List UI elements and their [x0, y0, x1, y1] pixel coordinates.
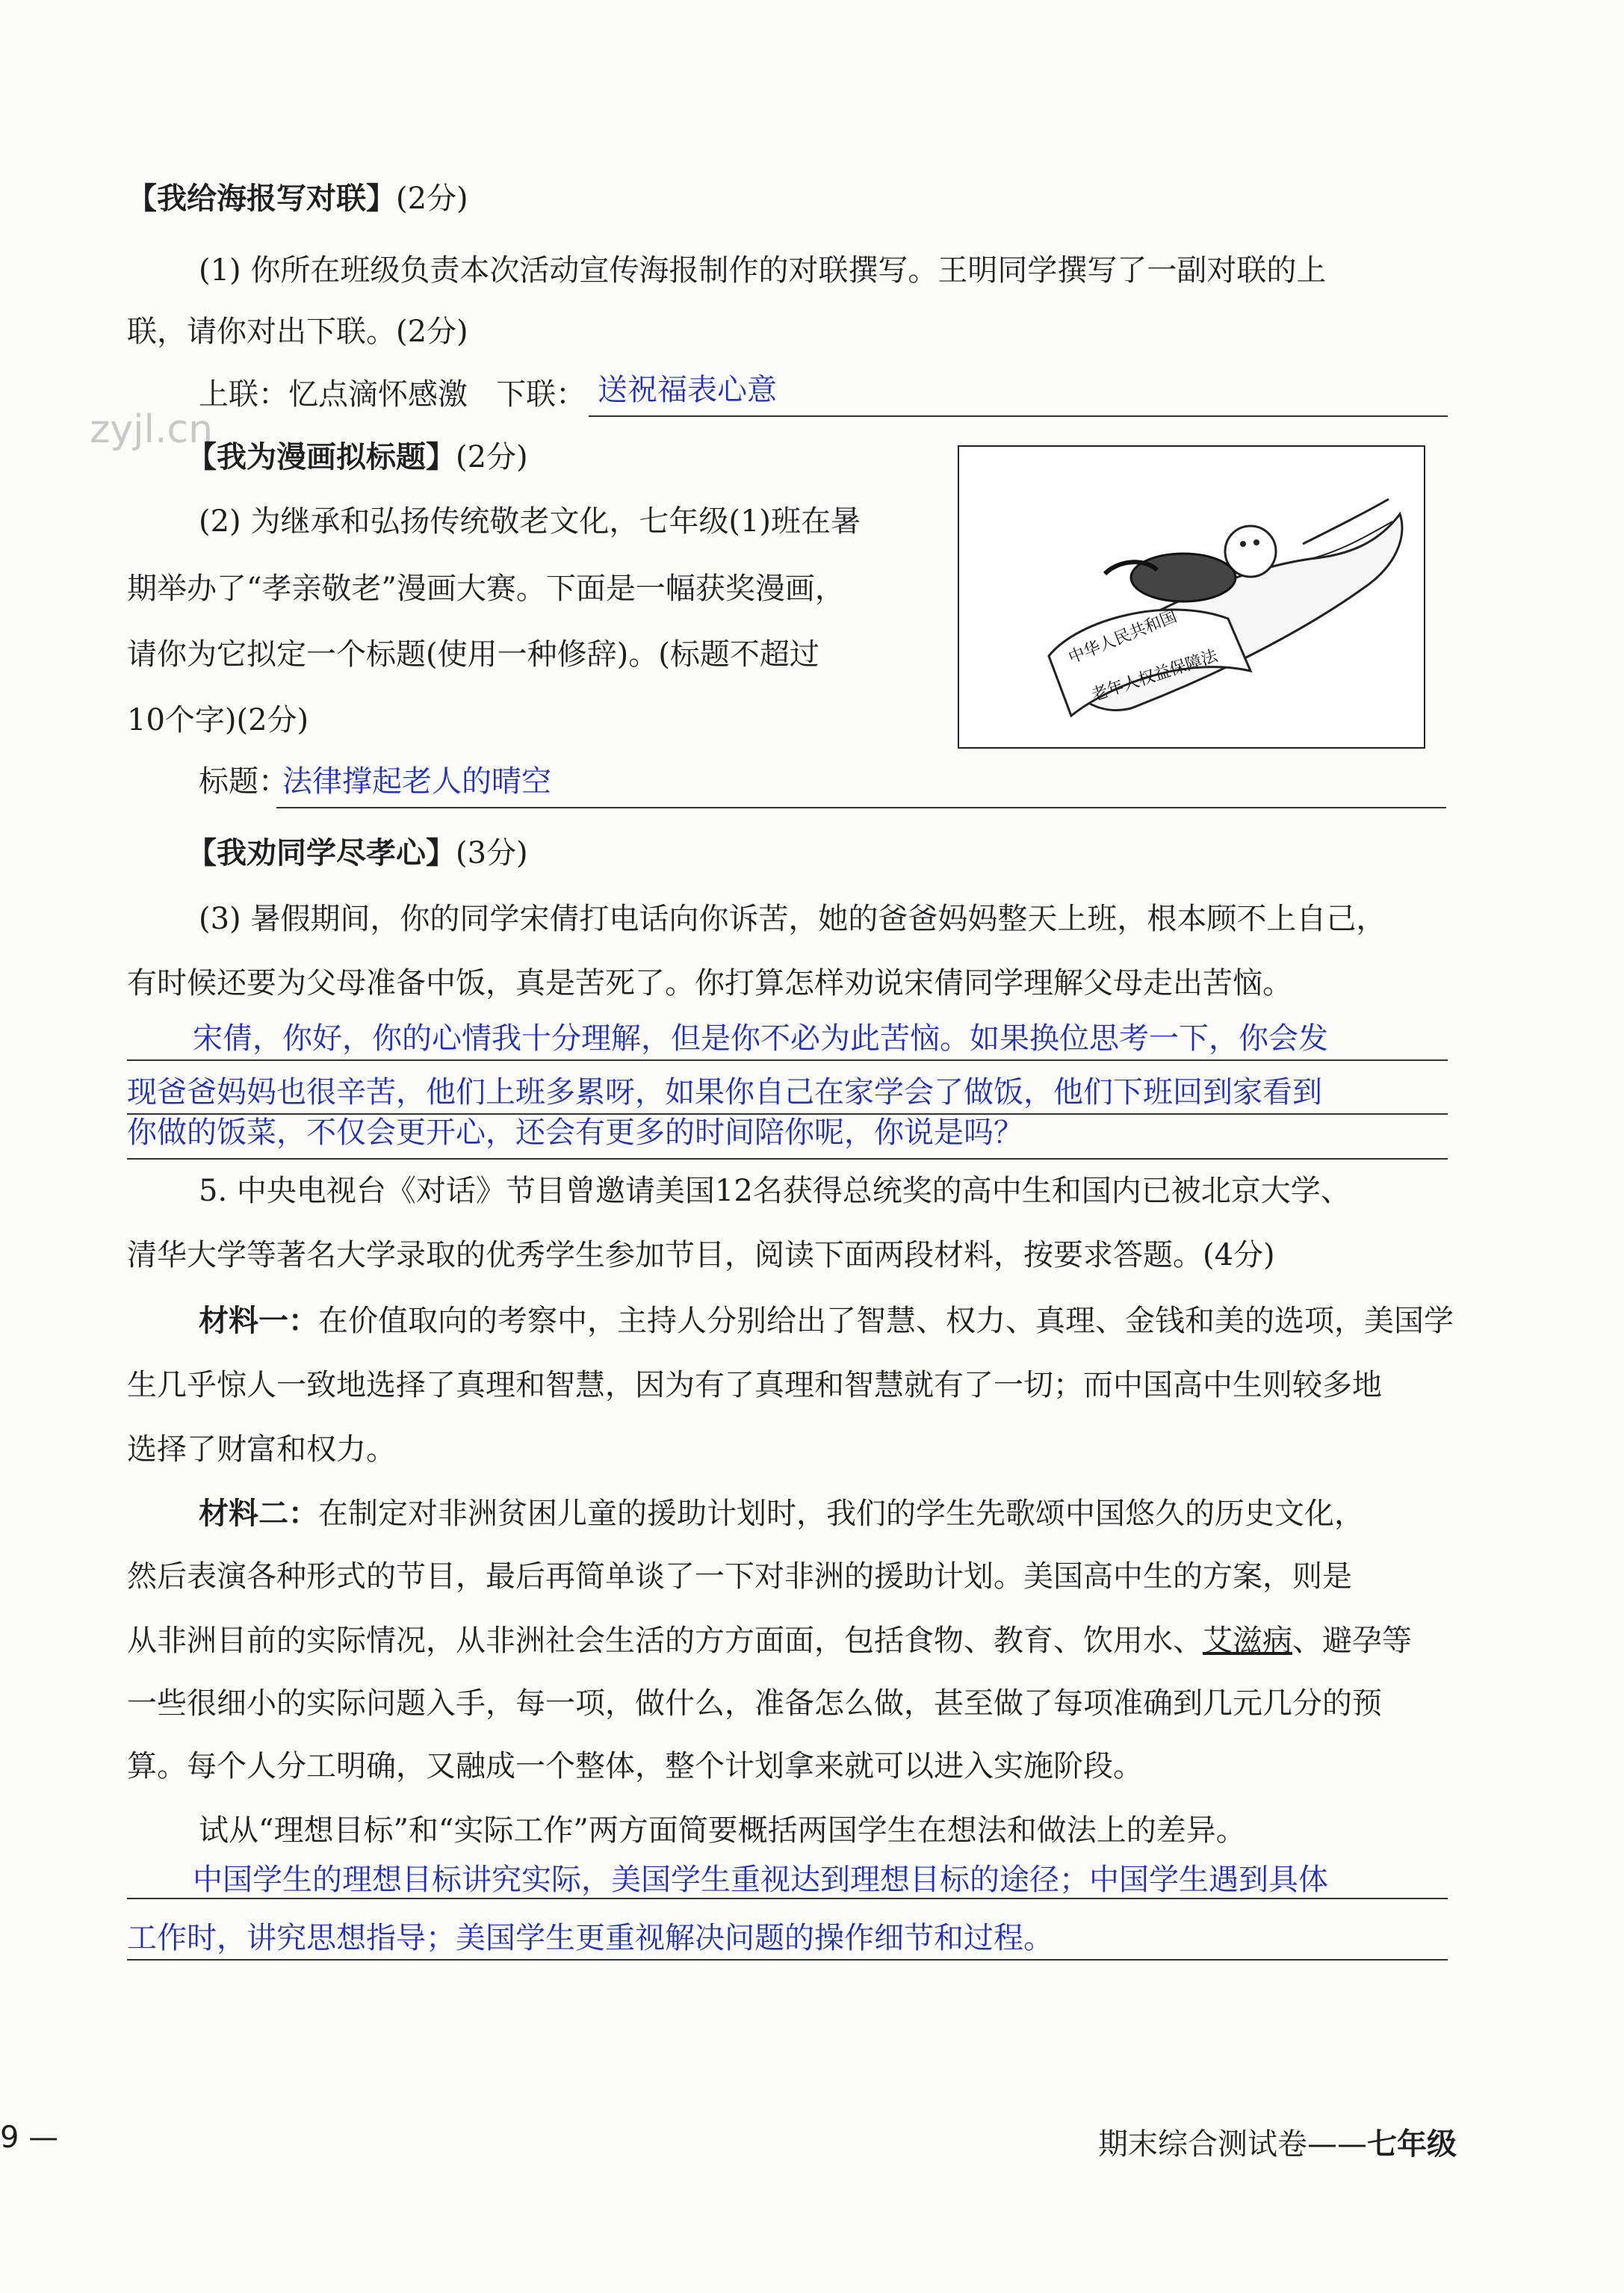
persuade-answer-line-1 — [127, 1059, 1448, 1061]
persuade-answer-2: 现爸爸妈妈也很辛苦，他们上班多累呀，如果你自己在家学会了做饭，他们下班回到家看到 — [127, 1075, 1322, 1110]
q5-material2-line2: 然后表演各种形式的节目，最后再简单谈了一下对非洲的援助计划。美国高中生的方案，则是 — [127, 1559, 1352, 1594]
footer-grade: 七年级 — [1367, 2127, 1457, 2162]
cartoon-text-2: 老年人权益保障法 — [1089, 646, 1221, 705]
cartoon-answer-line — [276, 807, 1446, 808]
q5-answer-line-2 — [127, 1959, 1448, 1961]
persuade-score: (3分) — [456, 836, 528, 870]
persuade-heading — [187, 832, 1524, 874]
cartoon-question-line2: 期举办了“孝亲敬老”漫画大赛。下面是一幅获奖漫画， — [127, 572, 845, 606]
q5-question: 试从“理想目标”和“实际工作”两方面简要概括两国学生在想法和做法上的差异。 — [199, 1813, 1246, 1848]
q5-answer-2: 工作时，讲究思想指导；美国学生更重视解决问题的操作细节和过程。 — [127, 1921, 1053, 1955]
couplet-lower-label: 下联： — [496, 377, 586, 412]
q5-material2-line1 — [199, 1493, 1536, 1535]
persuade-title: 【我劝同学尽孝心】 — [187, 836, 456, 870]
page-number: 9 — — [0, 2120, 59, 2155]
q5-material1-line2: 生几乎惊人一致地选择了真理和智慧，因为有了真理和智慧就有了一切；而中国高中生则较多地 — [127, 1368, 1382, 1402]
couplet-heading — [127, 178, 1464, 220]
material1-text1: 在价值取向的考察中，主持人分别给出了智慧、权力、真理、金钱和美的选项，美国学 — [318, 1304, 1454, 1338]
cartoon-question-line4: 10个字)(2分) — [127, 703, 309, 737]
cartoon-question-line1: (2) 为继承和弘扬传统敬老文化，七年级(1)班在暑 — [199, 504, 861, 539]
cartoon-score: (2分) — [456, 440, 528, 474]
couplet-question-line1: (1) 你所在班级负责本次活动宣传海报制作的对联撰写。王明同学撰写了一副对联的上 — [199, 253, 1327, 288]
couplet-upper-label: 上联：忆点滴怀感激 — [199, 377, 468, 412]
couplet-score: (2分) — [396, 182, 468, 216]
footer-book-title: 期末综合测试卷—— — [1098, 2127, 1367, 2162]
persuade-question-line1: (3) 暑假期间，你的同学宋倩打电话向你诉苦，她的爸爸妈妈整天上班，根本顾不上自己， — [199, 902, 1386, 936]
q5-answer-line-1 — [127, 1898, 1448, 1899]
cartoon-title: 【我为漫画拟标题】 — [187, 440, 456, 474]
couplet-answer: 送祝福表心意 — [598, 373, 777, 407]
cartoon-image — [958, 445, 1425, 749]
q5-material2-line5: 算。每个人分工明确，又融成一个整体，整个计划拿来就可以进入实施阶段。 — [127, 1749, 1143, 1783]
persuade-answer-line-3 — [127, 1158, 1448, 1160]
cartoon-question-line3: 请你为它拟定一个标题(使用一种修辞)。(标题不超过 — [127, 637, 819, 672]
material2-text3a: 从非洲目前的实际情况，从非洲社会生活的方方面面，包括食物、教育、饮用水、 — [127, 1624, 1203, 1658]
couplet-upper — [199, 374, 1536, 415]
material2-text3c: 、避孕等 — [1292, 1624, 1412, 1658]
q5-material1-line3: 选择了财富和权力。 — [127, 1432, 396, 1467]
persuade-answer-1: 宋倩，你好，你的心情我十分理解，但是你不必为此苦恼。如果换位思考一下，你会发 — [193, 1021, 1328, 1056]
persuade-answer-3: 你做的饭菜，不仅会更开心，还会有更多的时间陪你呢，你说是吗？ — [127, 1115, 1023, 1150]
footer-title — [1098, 2120, 1457, 2163]
persuade-question-line2: 有时候还要为父母准备中饭，真是苦死了。你打算怎样劝说宋倩同学理解父母走出苦恼。 — [127, 966, 1292, 1000]
q5-line1: 5. 中央电视台《对话》节目曾邀请美国12名获得总统奖的高中生和国内已被北京大学、 — [199, 1174, 1351, 1208]
cartoon-illustration — [959, 447, 1424, 747]
material1-label: 材料一： — [199, 1303, 318, 1338]
couplet-title: 【我给海报写对联】 — [127, 182, 396, 216]
q5-line2: 清华大学等著名大学录取的优秀学生参加节目，阅读下面两段材料，按要求答题。(4分) — [127, 1238, 1275, 1272]
material2-text1: 在制定对非洲贫困儿童的援助计划时，我们的学生先歌颂中国悠久的历史文化， — [318, 1497, 1364, 1531]
q5-answer-1: 中国学生的理想目标讲究实际，美国学生重视达到理想目标的途径；中国学生遇到具体 — [193, 1863, 1328, 1897]
cartoon-text-1: 中华人民共和国 — [1065, 607, 1180, 668]
material2-label: 材料二： — [199, 1496, 318, 1531]
q5-material2-line3 — [127, 1620, 1464, 1662]
watermark: zyjl.cn — [90, 407, 214, 452]
q5-material1-line1 — [199, 1300, 1536, 1342]
cartoon-answer: 法律撑起老人的晴空 — [282, 764, 551, 799]
material2-underlined-word: 艾滋病 — [1203, 1624, 1292, 1658]
cartoon-answer-label: 标题： — [199, 764, 288, 799]
couplet-question-line2: 联，请你对出下联。(2分) — [127, 315, 468, 349]
couplet-answer-line — [589, 415, 1448, 417]
q5-material2-line4: 一些很细小的实际问题入手，每一项，做什么，准备怎么做，甚至做了每项准确到几元几分的预 — [127, 1686, 1382, 1721]
